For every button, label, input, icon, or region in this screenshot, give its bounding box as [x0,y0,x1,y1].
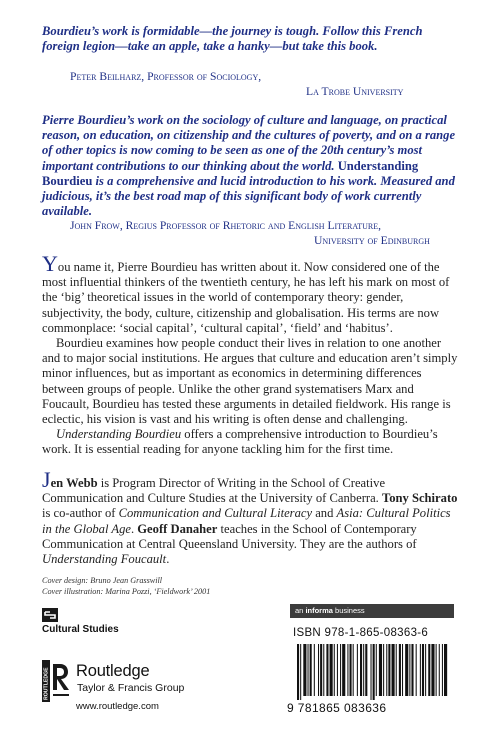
description-paragraph-1: You name it, Pierre Bourdieu has written about it. Now considered one of the most influential thinkers of the twentieth century, he has left his mark on most of the ‘big’ theoretical issues in the world of contemporary theory: gender, subjectivity, the body, culture, citizenship and globalisation. His terms are now commonplace: ‘social capital’, ‘cultural capital’, ‘field’ and ‘habitus’. [42,251,450,335]
barcode-bar [444,644,447,696]
cultural-studies-logo-icon [42,608,58,622]
barcode-icon [293,644,453,700]
barcode-bar [318,644,319,696]
barcode-bar [388,644,390,696]
attribution-beilharz-2: La Trobe University [306,85,404,98]
barcode-bar [310,644,312,696]
series-label: Cultural Studies [42,624,119,635]
attribution-frow-1: John Frow, Regius Professor of Rhetoric and English Literature, [70,219,381,232]
barcode-bar [365,644,367,696]
publisher-group: Taylor & Francis Group [77,682,185,694]
book-title: Asia: Cultural Politics in the Global Age [42,506,451,536]
barcode-bar [342,644,345,696]
quote-beilharz [42,24,462,54]
barcode-bar [340,644,341,696]
barcode-bar [383,644,384,696]
publisher-url[interactable]: www.routledge.com [76,701,159,712]
barcode-bar [326,644,328,696]
barcode-bar [320,644,322,696]
dropcap: J [42,467,51,492]
barcode-bar [399,644,401,696]
barcode-bar [425,644,426,696]
quote-book-title: Understanding Bourdieu [42,158,419,188]
quote-text: Bourdieu’s work is formidable—the journey is tough. Follow this French foreign legion—take an apple, take a hanky—but take this book. [42,24,423,54]
barcode-bar [442,644,443,696]
barcode-bar [300,644,301,700]
barcode-bar [376,644,377,696]
author-name-danaher: Geoff Danaher [137,521,218,536]
barcode-bar [420,644,421,696]
routledge-logo-icon [42,660,72,702]
barcode-bar [373,644,375,700]
barcode-bar [411,644,413,696]
barcode-bar [357,644,358,696]
description-paragraph-2: Bourdieu examines how people conduct their lives in relation to one another and to major social institutions. He argues that culture and education aren’t simply minor influences, but as important as economics in determining differences between groups of people. Unlike the other grand systematisers Marx and Foucault, Bourdieu has tested these arguments in detailed fieldwork. His range is eclectic, his vision is vast and his writing is often dense and challenging. [42,336,458,427]
barcode-bar [347,644,348,696]
barcode-bar [402,644,403,696]
barcode-bar [371,644,372,700]
barcode-bar [428,644,430,696]
barcode-digits: 9 781865 083636 [287,701,387,715]
barcode-bar [422,644,424,696]
barcode-bar [360,644,362,696]
barcode-bar [379,644,382,696]
barcode-bar [386,644,387,696]
barcode-bar [439,644,440,696]
barcode-bar [330,644,333,696]
logo-vertical-text: ROUTLEDGE [43,667,50,700]
book-title: Communication and Cultural Literacy [118,506,313,521]
author-bios [42,467,462,567]
barcode-bar [323,644,324,696]
book-title: Understanding Bourdieu [56,427,182,442]
barcode-bar [334,644,335,696]
barcode-bar [353,644,354,696]
barcode-bar [396,644,397,696]
barcode-bar [363,644,364,696]
barcode-bar [297,644,299,700]
attribution-frow-2: University of Edinburgh [314,234,430,247]
barcode-bar [416,644,417,696]
informa-business-bar: an informa business [290,604,454,618]
book-title: Understanding Foucault [42,552,167,567]
quote-frow [42,113,462,219]
book-description [42,251,462,458]
cover-design-credit: Cover design: Bruno Jean Grasswill [42,576,163,585]
quote-text-part1: Pierre Bourdieu’s work on the sociology of culture and language, on practical reason, on education, on citizenship and the cultures of poverty, and on a range of other topics is now coming to be seen as one of the 20th century’s most important contributions to our thinking about the world. [42,113,456,173]
attribution-beilharz-1: Peter Beilharz, Professor of Sociology, [70,70,262,83]
author-paragraph: Jen Webb is Program Director of Writing in the School of Creative Communication and Culture Studies at the University of Canberra. Tony Schirato is co-author of Communication and Cultural Literacy and Asia: Cultural Politics in the Global Age. Geoff Danaher teaches in the School of Contemporary Communication at Central Queensland University. They are the authors of Understanding Foucault. [42,467,458,567]
barcode-bar [436,644,437,696]
barcode-bar [409,644,410,696]
barcode-bar [303,644,306,696]
barcode-bar [405,644,408,696]
informa-brand: informa [305,606,333,615]
quote-text-part2: is a comprehensive and lucid introduction to his work. Measured and judicious, it’s the best road map of this significant body of work currently available. [42,173,455,219]
author-name-webb: en Webb [50,476,98,490]
description-paragraph-3: Understanding Bourdieu offers a comprehensive introduction to Bourdieu’s work. It is essential reading for anyone tackling him for the first time. [42,427,438,457]
barcode-bar [431,644,434,696]
barcode-bar [350,644,352,696]
cover-illustration-credit: Cover illustration: Marina Pozzi, ‘Fieldwork’ 2001 [42,587,211,596]
author-name-schirato: Tony Schirato [381,491,458,506]
isbn-label: ISBN 978-1-865-08363-6 [293,627,429,639]
barcode-bar [392,644,395,696]
barcode-bar [337,644,338,696]
dropcap: Y [42,251,58,276]
barcode-bar [314,644,315,696]
publisher-name: Routledge [76,662,150,680]
barcode-bar [308,644,309,696]
